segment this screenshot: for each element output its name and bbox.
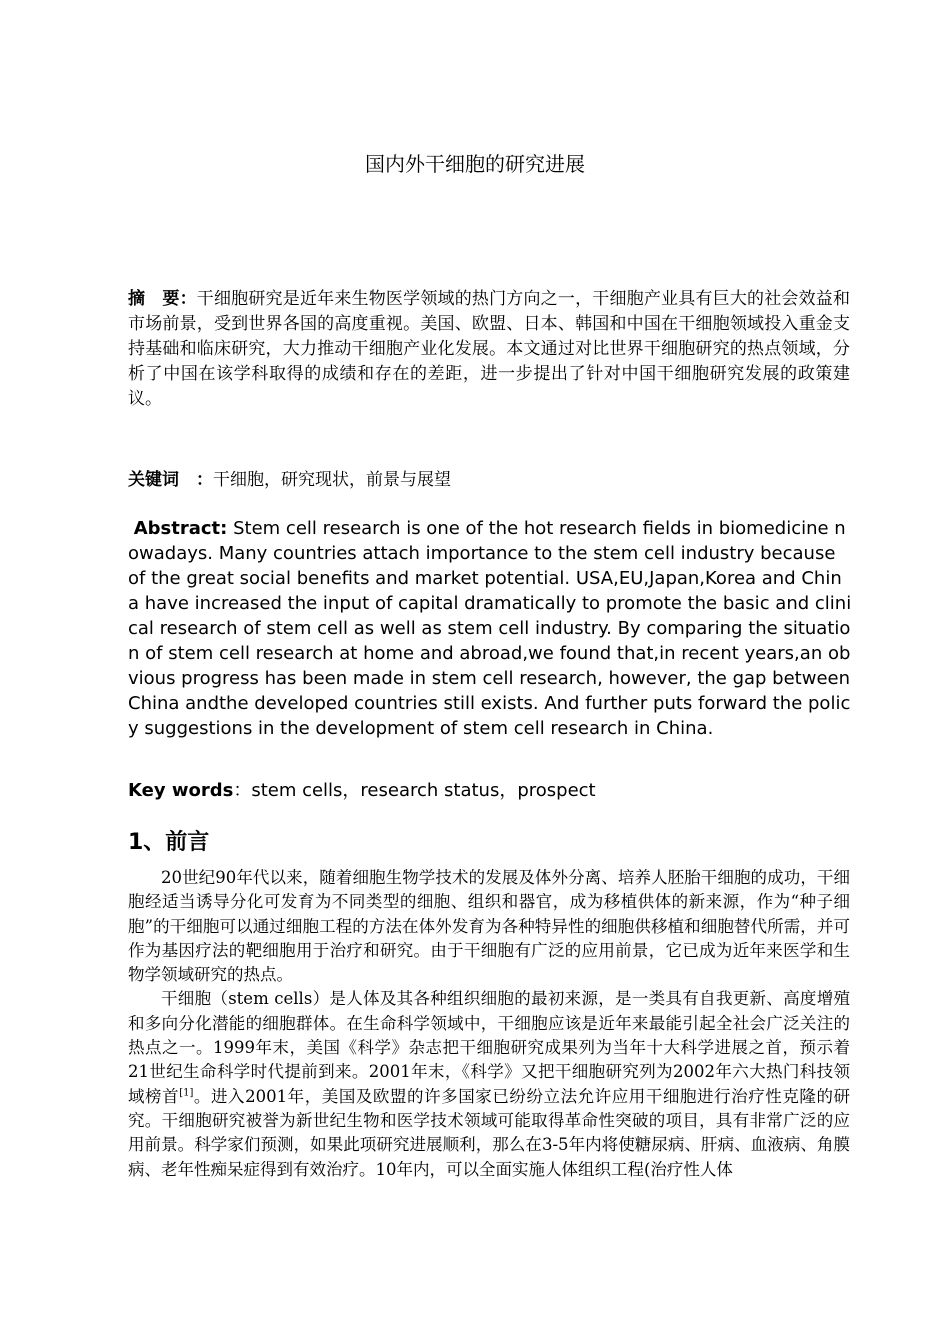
english-keywords-colon: ： (233, 780, 252, 801)
chinese-keywords (128, 467, 850, 493)
paragraph: 20世纪90年代以来，随着细胞生物学技术的发展及体外分离、培养人胚胎干细胞的成功，干细胞经适当诱导分化可发育为不同类型的细胞、组织和器官，成为移植供体的新来源，作为“种子细胞”的干细胞可以通过细胞工程的方法在体外发育为各种特异性的细胞供移植和细胞替代所需，并可作为基因疗法的靶细胞用于治疗和研究。由于干细胞有广泛的应用前景，它已成为近年来医学和生物学领域研究的热点。 (128, 868, 850, 985)
chinese-abstract-text: 干细胞研究是近年来生物医学领域的热门方向之一，干细胞产业具有巨大的社会效益和市场前景，受到世界各国的高度重视。美国、欧盟、日本、韩国和中国在干细胞领域投入重金支持基础和临床研究，大力推动干细胞产业化发展。本文通过对比世界干细胞研究的热点领域，分析了中国在该学科取得的成绩和存在的差距，进一步提出了针对中国干细胞研究发展的政策建议。 (128, 289, 850, 409)
chinese-keywords-label: 关键词 ： (128, 470, 213, 490)
paragraph (128, 987, 850, 1181)
chinese-abstract (128, 287, 850, 412)
english-abstract (128, 516, 852, 741)
citation-reference: [1] (179, 1087, 194, 1099)
section-heading-introduction: 1、前言 (128, 830, 210, 855)
document-title: 国内外干细胞的研究进展 (365, 152, 585, 176)
paragraph-text: 干细胞（stem cells）是人体及其各种组织细胞的最初来源，是一类具有自我更新、高度增殖和多向分化潜能的细胞群体。在生命科学领域中，干细胞应该是近年来最能引起全社会广泛关注的热点之一。1999年末，美国《科学》杂志把干细胞研究成果列为当年十大科学进展之首，预示着21世纪生命科学时代提前到来。2001年末，《科学》又把干细胞研究列为2002年六大热门科技领域榜首 (128, 989, 850, 1106)
english-keywords-label: Key words (128, 780, 234, 801)
english-keywords (128, 778, 852, 803)
introduction-body (128, 866, 850, 1182)
english-abstract-label: Abstract: (133, 518, 228, 539)
paragraph-text: 。进入2001年，美国及欧盟的许多国家已纷纷立法允许应用干细胞进行治疗性克隆的研究。干细胞研究被誉为新世纪生物和医学技术领域可能取得革命性突破的项目，具有非常广泛的应用前景。科学家们预测，如果此项研究进展顺利，那么在3-5年内将使糖尿病、肝病、血液病、角膜病、老年性痴呆症得到有效治疗。10年内，可以全面实施人体组织工程(治疗性人体 (128, 1086, 851, 1179)
english-keywords-text: stem cells，research status，prospect (251, 780, 596, 801)
english-abstract-text: Stem cell research is one of the hot research fields in biomedicine nowadays. Many countries attach importance to the stem cell industry because of the great social benefits and market potential. USA,EU,Japan,Korea and China have increased the input of capital dramatically to promote the basic and clinical research of stem cell as well as stem cell industry. By comparing the situation of stem cell research at home and abroad,we found that,in recent years,an obvious progress has been made in stem cell research, however, the gap between China andthe developed countries still exists. And further puts forward the policy suggestions in the development of stem cell research in China. (128, 518, 852, 739)
chinese-keywords-text: 干细胞，研究现状，前景与展望 (213, 470, 451, 490)
chinese-abstract-label: 摘 要： (128, 289, 197, 309)
